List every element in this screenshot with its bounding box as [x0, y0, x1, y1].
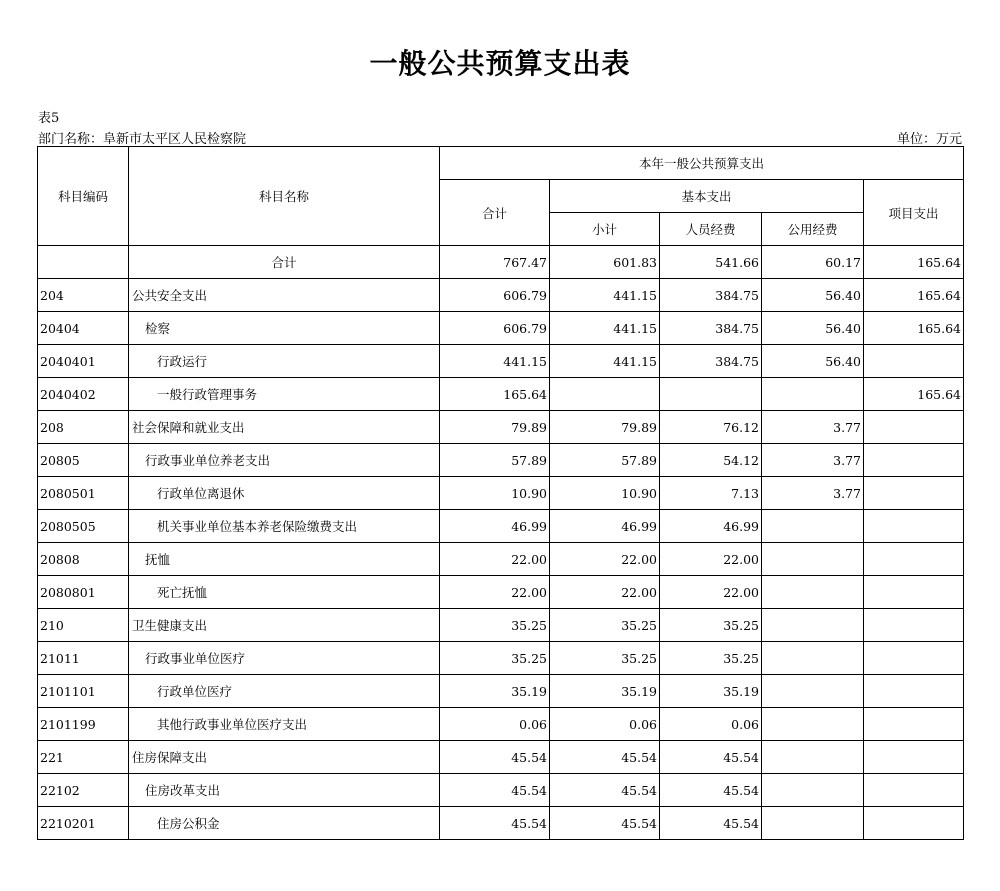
row-public: 3.77 [762, 444, 864, 477]
table-row [38, 807, 964, 840]
row-code: 210 [38, 609, 129, 642]
row-name: 住房保障支出 [129, 741, 440, 774]
row-name: 检察 [129, 312, 440, 345]
total-label: 合计 [129, 246, 440, 279]
row-total: 35.25 [440, 609, 550, 642]
row-code: 22102 [38, 774, 129, 807]
row-total: 35.25 [440, 642, 550, 675]
row-subtotal: 45.54 [550, 774, 660, 807]
row-name: 公共安全支出 [129, 279, 440, 312]
row-name: 卫生健康支出 [129, 609, 440, 642]
row-personnel: 45.54 [660, 741, 762, 774]
row-code: 20805 [38, 444, 129, 477]
row-total: 35.19 [440, 675, 550, 708]
row-total: 606.79 [440, 312, 550, 345]
row-code: 20404 [38, 312, 129, 345]
row-subtotal: 35.25 [550, 642, 660, 675]
row-name: 社会保障和就业支出 [129, 411, 440, 444]
row-subtotal: 45.54 [550, 741, 660, 774]
row-code: 2080501 [38, 477, 129, 510]
row-name: 住房改革支出 [129, 774, 440, 807]
table-row [38, 378, 964, 411]
row-personnel: 384.75 [660, 279, 762, 312]
row-subtotal: 10.90 [550, 477, 660, 510]
total-code [38, 246, 129, 279]
row-public [762, 510, 864, 543]
row-public [762, 609, 864, 642]
row-public: 56.40 [762, 312, 864, 345]
row-project [864, 741, 964, 774]
row-personnel: 384.75 [660, 345, 762, 378]
row-name: 死亡抚恤 [129, 576, 440, 609]
row-project [864, 477, 964, 510]
row-name: 行政事业单位医疗 [129, 642, 440, 675]
row-code: 2040402 [38, 378, 129, 411]
row-project [864, 510, 964, 543]
row-project [864, 609, 964, 642]
row-public [762, 741, 864, 774]
row-name: 行政单位离退休 [129, 477, 440, 510]
row-public [762, 642, 864, 675]
row-personnel: 22.00 [660, 576, 762, 609]
table-row [38, 708, 964, 741]
row-code: 208 [38, 411, 129, 444]
row-name: 住房公积金 [129, 807, 440, 840]
row-name: 一般行政管理事务 [129, 378, 440, 411]
unit-label: 单位：万元 [896, 132, 962, 147]
table-row [38, 642, 964, 675]
table-row [38, 609, 964, 642]
row-public [762, 708, 864, 741]
row-code: 2080505 [38, 510, 129, 543]
row-project [864, 807, 964, 840]
table-number: 表5 [38, 111, 60, 126]
row-subtotal: 441.15 [550, 279, 660, 312]
row-total: 606.79 [440, 279, 550, 312]
row-project [864, 444, 964, 477]
row-project [864, 543, 964, 576]
table-row [38, 312, 964, 345]
row-personnel: 76.12 [660, 411, 762, 444]
table-row [38, 741, 964, 774]
row-code: 21011 [38, 642, 129, 675]
total-public: 60.17 [762, 246, 864, 279]
header-total: 合计 [440, 180, 550, 246]
row-subtotal: 0.06 [550, 708, 660, 741]
row-public [762, 378, 864, 411]
row-subtotal: 46.99 [550, 510, 660, 543]
row-project: 165.64 [864, 378, 964, 411]
row-total: 45.54 [440, 807, 550, 840]
table-row [38, 411, 964, 444]
row-subtotal: 22.00 [550, 576, 660, 609]
row-project: 165.64 [864, 279, 964, 312]
row-code: 20808 [38, 543, 129, 576]
row-total: 0.06 [440, 708, 550, 741]
row-total: 45.54 [440, 774, 550, 807]
row-project [864, 576, 964, 609]
table-row [38, 444, 964, 477]
table-row [38, 576, 964, 609]
row-public [762, 807, 864, 840]
row-subtotal: 441.15 [550, 312, 660, 345]
row-project [864, 774, 964, 807]
row-public [762, 576, 864, 609]
total-project: 165.64 [864, 246, 964, 279]
row-name: 行政运行 [129, 345, 440, 378]
table-row [38, 477, 964, 510]
page-title: 一般公共预算支出表 [369, 47, 631, 80]
row-code: 2040401 [38, 345, 129, 378]
row-project [864, 642, 964, 675]
row-project [864, 411, 964, 444]
row-name: 行政单位医疗 [129, 675, 440, 708]
row-name: 行政事业单位养老支出 [129, 444, 440, 477]
row-personnel [660, 378, 762, 411]
row-total: 10.90 [440, 477, 550, 510]
row-subtotal: 35.25 [550, 609, 660, 642]
row-subtotal: 79.89 [550, 411, 660, 444]
header-subtotal: 小计 [550, 213, 660, 246]
total-subtotal: 601.83 [550, 246, 660, 279]
row-personnel: 45.54 [660, 774, 762, 807]
header-project: 项目支出 [864, 180, 964, 246]
row-project [864, 708, 964, 741]
row-project: 165.64 [864, 312, 964, 345]
table-row [38, 543, 964, 576]
row-personnel: 35.25 [660, 609, 762, 642]
row-code: 2210201 [38, 807, 129, 840]
row-total: 22.00 [440, 543, 550, 576]
table-row [38, 675, 964, 708]
budget-table [37, 146, 964, 840]
row-personnel: 384.75 [660, 312, 762, 345]
row-personnel: 35.19 [660, 675, 762, 708]
table-row [38, 279, 964, 312]
row-public: 3.77 [762, 411, 864, 444]
row-name: 机关事业单位基本养老保险缴费支出 [129, 510, 440, 543]
row-personnel: 22.00 [660, 543, 762, 576]
row-subtotal [550, 378, 660, 411]
total-total: 767.47 [440, 246, 550, 279]
row-total: 22.00 [440, 576, 550, 609]
row-name: 抚恤 [129, 543, 440, 576]
row-personnel: 35.25 [660, 642, 762, 675]
row-total: 165.64 [440, 378, 550, 411]
row-subtotal: 22.00 [550, 543, 660, 576]
row-total: 79.89 [440, 411, 550, 444]
row-public: 56.40 [762, 345, 864, 378]
row-code: 2101101 [38, 675, 129, 708]
header-personnel: 人员经费 [660, 213, 762, 246]
table-row [38, 774, 964, 807]
row-name: 其他行政事业单位医疗支出 [129, 708, 440, 741]
row-project [864, 345, 964, 378]
row-total: 441.15 [440, 345, 550, 378]
row-personnel: 46.99 [660, 510, 762, 543]
total-row [38, 246, 964, 279]
header-code: 科目编码 [38, 147, 129, 246]
row-total: 45.54 [440, 741, 550, 774]
header-name: 科目名称 [129, 147, 440, 246]
row-personnel: 7.13 [660, 477, 762, 510]
row-code: 204 [38, 279, 129, 312]
header-basic: 基本支出 [550, 180, 864, 213]
row-public [762, 774, 864, 807]
total-personnel: 541.66 [660, 246, 762, 279]
row-subtotal: 35.19 [550, 675, 660, 708]
row-public [762, 543, 864, 576]
row-personnel: 0.06 [660, 708, 762, 741]
table-row [38, 345, 964, 378]
row-public: 3.77 [762, 477, 864, 510]
row-subtotal: 441.15 [550, 345, 660, 378]
row-public [762, 675, 864, 708]
row-total: 46.99 [440, 510, 550, 543]
row-code: 2080801 [38, 576, 129, 609]
header-group: 本年一般公共预算支出 [440, 147, 964, 180]
row-personnel: 54.12 [660, 444, 762, 477]
row-project [864, 675, 964, 708]
row-subtotal: 45.54 [550, 807, 660, 840]
row-public: 56.40 [762, 279, 864, 312]
row-personnel: 45.54 [660, 807, 762, 840]
table-row [38, 510, 964, 543]
department-name: 部门名称：阜新市太平区人民检察院 [38, 132, 247, 147]
row-code: 2101199 [38, 708, 129, 741]
header-public: 公用经费 [762, 213, 864, 246]
row-subtotal: 57.89 [550, 444, 660, 477]
row-total: 57.89 [440, 444, 550, 477]
row-code: 221 [38, 741, 129, 774]
